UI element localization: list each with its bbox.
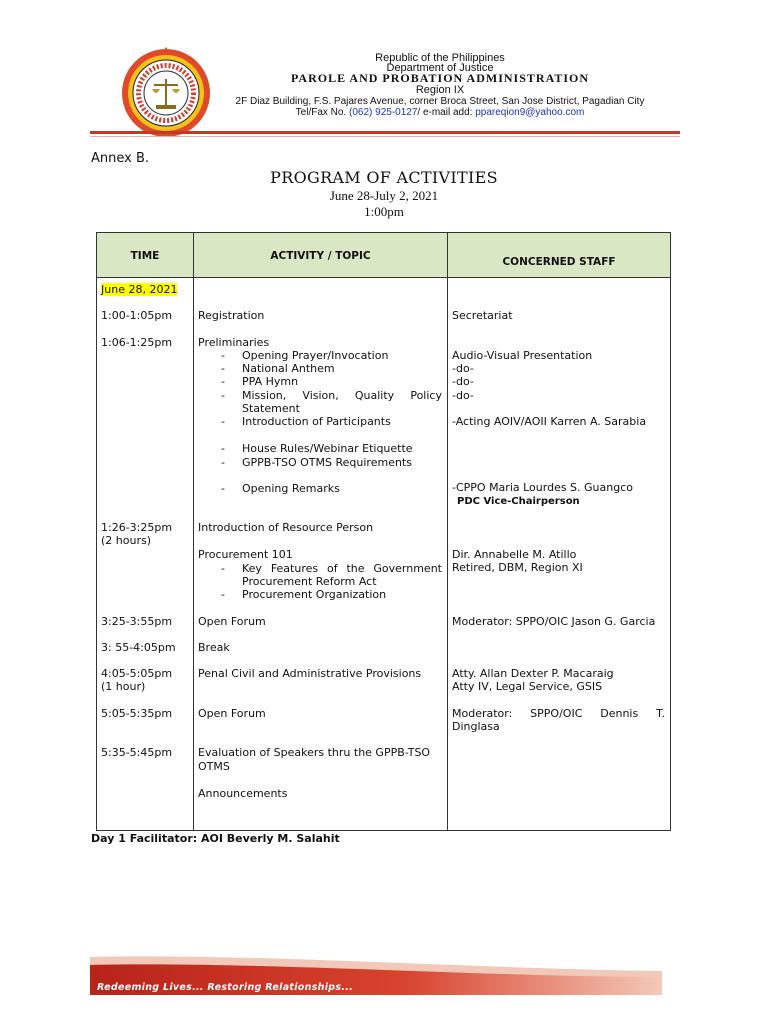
- col-divider-1: [193, 232, 194, 831]
- word: Quality: [354, 389, 395, 402]
- row-staff: Dir. Annabelle M. Atillo: [452, 548, 577, 561]
- tel-number[interactable]: (062) 925-0127: [349, 107, 418, 118]
- word: the: [346, 562, 365, 575]
- bullet-dash: -: [221, 562, 225, 575]
- row-staff: -do-: [452, 375, 474, 388]
- list-item: Procurement Organization: [242, 588, 387, 601]
- list-item: GPPB-TSO OTMS Requirements: [242, 456, 412, 469]
- header-rule: [90, 131, 680, 134]
- row-activity: Introduction of Resource Person: [198, 521, 374, 534]
- bullet-dash: -: [221, 482, 225, 495]
- word: Vision,: [302, 389, 339, 402]
- word: of: [326, 562, 338, 575]
- row-activity: Open Forum: [198, 707, 266, 720]
- row-staff: Audio-Visual Presentation: [452, 349, 593, 362]
- list-item-cont: Procurement Reform Act: [242, 575, 377, 588]
- list-item-justified: [242, 562, 442, 575]
- word: Key: [242, 562, 262, 575]
- row-staff-cont: Dinglasa: [452, 720, 500, 733]
- facilitator-note: Day 1 Facilitator: AOI Beverly M. Salahit: [91, 832, 340, 845]
- tel-label: Tel/Fax No.: [295, 107, 350, 118]
- word: Moderator:: [452, 707, 513, 720]
- row-staff: -do-: [452, 362, 474, 375]
- program-title: PROGRAM OF ACTIVITIES: [270, 168, 498, 187]
- row-staff: -Acting AOIV/AOII Karren A. Sarabia: [452, 415, 647, 428]
- bullet-dash: -: [221, 456, 225, 469]
- row-staff-title: PDC Vice-Chairperson: [457, 496, 580, 507]
- word: SPPO/OIC: [530, 707, 583, 720]
- header-rule-light: [90, 136, 680, 137]
- bullet-dash: -: [221, 362, 225, 375]
- list-item: Introduction of Participants: [242, 415, 391, 428]
- day-label: [101, 283, 177, 296]
- row-time: 1:00-1:05pm: [101, 309, 173, 322]
- list-item-justified: [242, 389, 442, 402]
- email-link[interactable]: ppareqion9@yahoo.com: [475, 107, 585, 118]
- bullet-dash: -: [221, 415, 225, 428]
- row-time: 5:05-5:35pm: [101, 707, 173, 720]
- list-item-cont: Statement: [242, 402, 300, 415]
- row-time: 1:06-1:25pm: [101, 336, 173, 349]
- row-activity: Penal Civil and Administrative Provisions: [198, 667, 422, 680]
- letterhead-line1: Republic of the Philippines: [375, 52, 505, 64]
- list-item: Opening Remarks: [242, 482, 340, 495]
- col-divider-2: [447, 232, 448, 831]
- row-time: 1:26-3:25pm: [101, 521, 173, 534]
- list-item: National Anthem: [242, 362, 335, 375]
- list-item: Opening Prayer/Invocation: [242, 349, 389, 362]
- row-staff: Retired, DBM, Region XI: [452, 561, 583, 574]
- row-duration: (1 hour): [101, 680, 146, 693]
- row-staff: -CPPO Maria Lourdes S. Guangco: [452, 481, 634, 494]
- row-activity: Break: [198, 641, 230, 654]
- header-staff: CONCERNED STAFF: [502, 256, 616, 268]
- row-staff: Secretariat: [452, 309, 513, 322]
- ppa-seal-icon: [120, 47, 212, 139]
- row-activity-cont: OTMS: [198, 760, 230, 773]
- row-time: 4:05-5:05pm: [101, 667, 173, 680]
- row-activity: Preliminaries: [198, 336, 270, 349]
- row-staff: Atty IV, Legal Service, GSIS: [452, 680, 603, 693]
- bullet-dash: -: [221, 588, 225, 601]
- row-activity: Open Forum: [198, 615, 266, 628]
- word: T.: [656, 707, 665, 720]
- header-time: TIME: [130, 250, 160, 262]
- list-item: PPA Hymn: [242, 375, 299, 388]
- annex-label: Annex B.: [91, 151, 150, 166]
- word: Features: [270, 562, 319, 575]
- row-staff: Moderator: SPPO/OIC Jason G. Garcia: [452, 615, 656, 628]
- row-staff: Atty. Allan Dexter P. Macaraig: [452, 667, 614, 680]
- list-item: House Rules/Webinar Etiquette: [242, 442, 413, 455]
- bullet-dash: -: [221, 442, 225, 455]
- row-duration: (2 hours): [101, 534, 152, 547]
- word: Policy: [410, 389, 442, 402]
- contact-line: [228, 107, 652, 118]
- row-activity: Registration: [198, 309, 265, 322]
- word: Mission,: [242, 389, 287, 402]
- row-activity: Announcements: [198, 787, 288, 800]
- footer-slogan: Redeeming Lives... Restoring Relationships...: [97, 982, 354, 993]
- row-time: 5:35-5:45pm: [101, 746, 173, 759]
- header-activity: ACTIVITY / TOPIC: [270, 250, 371, 262]
- region-label: Region IX: [415, 84, 465, 96]
- email-label: / e-mail add:: [417, 107, 476, 118]
- row-time: 3:25-3:55pm: [101, 615, 173, 628]
- agency-address: 2F Diaz Building, F.S. Pajares Avenue, corner Broca Street, San Jose District, Pagadian City: [235, 96, 645, 107]
- row-activity: Evaluation of Speakers thru the GPPB-TSO: [198, 746, 431, 759]
- row-time: 3: 55-4:05pm: [101, 641, 176, 654]
- activities-table: [96, 232, 671, 831]
- program-dates: June 28-July 2, 2021: [329, 188, 439, 203]
- row-activity: Procurement 101: [198, 548, 293, 561]
- day-label-text: June 28, 2021: [101, 283, 178, 296]
- agency-name: PAROLE AND PROBATION ADMINISTRATION: [290, 71, 590, 85]
- word: Government: [373, 562, 442, 575]
- program-time: 1:00pm: [364, 204, 404, 219]
- bullet-dash: -: [221, 349, 225, 362]
- bullet-dash: -: [221, 389, 225, 402]
- row-staff: -do-: [452, 389, 474, 402]
- letterhead-line2: Department of Justice: [386, 62, 494, 74]
- word: Dennis: [600, 707, 639, 720]
- row-staff-justified: [452, 707, 665, 720]
- bullet-dash: -: [221, 375, 225, 388]
